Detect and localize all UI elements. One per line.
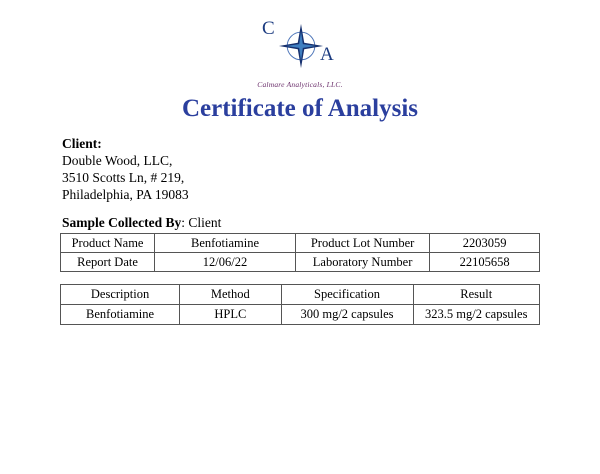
page-title: Certificate of Analysis xyxy=(181,95,419,122)
logo-letter-a: A xyxy=(320,44,334,65)
sample-collected-by xyxy=(62,215,221,231)
client-address-line-2: Philadelphia, PA 19083 xyxy=(62,187,189,202)
product-name-label: Product Name xyxy=(61,234,155,253)
report-date-label: Report Date xyxy=(61,253,155,272)
table-header-row xyxy=(61,285,540,305)
client-heading: Client: xyxy=(62,136,102,151)
laboratory-number-label: Laboratory Number xyxy=(295,253,429,272)
column-header-description: Description xyxy=(61,285,180,305)
client-block xyxy=(62,135,189,203)
company-logo xyxy=(0,18,600,89)
logo-letter-c: C xyxy=(262,18,275,39)
product-info-table xyxy=(60,233,540,272)
table-row xyxy=(61,253,540,272)
sample-collected-by-value: Client xyxy=(188,215,222,230)
laboratory-number-value: 22105658 xyxy=(430,253,540,272)
column-header-specification: Specification xyxy=(281,285,413,305)
compass-star-icon xyxy=(278,23,324,69)
cell-specification: 300 mg/2 capsules xyxy=(281,305,413,325)
product-lot-number-label: Product Lot Number xyxy=(295,234,429,253)
product-lot-number-value: 2203059 xyxy=(430,234,540,253)
client-address-line-1: 3510 Scotts Ln, # 219, xyxy=(62,170,185,185)
column-header-method: Method xyxy=(180,285,281,305)
logo-company-name: Calmare Analyticals, LLC. xyxy=(257,80,343,89)
cell-description: Benfotiamine xyxy=(61,305,180,325)
cell-result: 323.5 mg/2 capsules xyxy=(413,305,540,325)
analysis-result-table xyxy=(60,284,540,325)
cell-method: HPLC xyxy=(180,305,281,325)
sample-collected-by-separator: : xyxy=(181,215,189,230)
sample-collected-by-label: Sample Collected By xyxy=(62,215,182,230)
logo-mark xyxy=(240,18,360,74)
table-row xyxy=(61,234,540,253)
client-name: Double Wood, LLC, xyxy=(62,153,173,168)
product-name-value: Benfotiamine xyxy=(155,234,296,253)
report-date-value: 12/06/22 xyxy=(155,253,296,272)
column-header-result: Result xyxy=(413,285,540,305)
table-row xyxy=(61,305,540,325)
